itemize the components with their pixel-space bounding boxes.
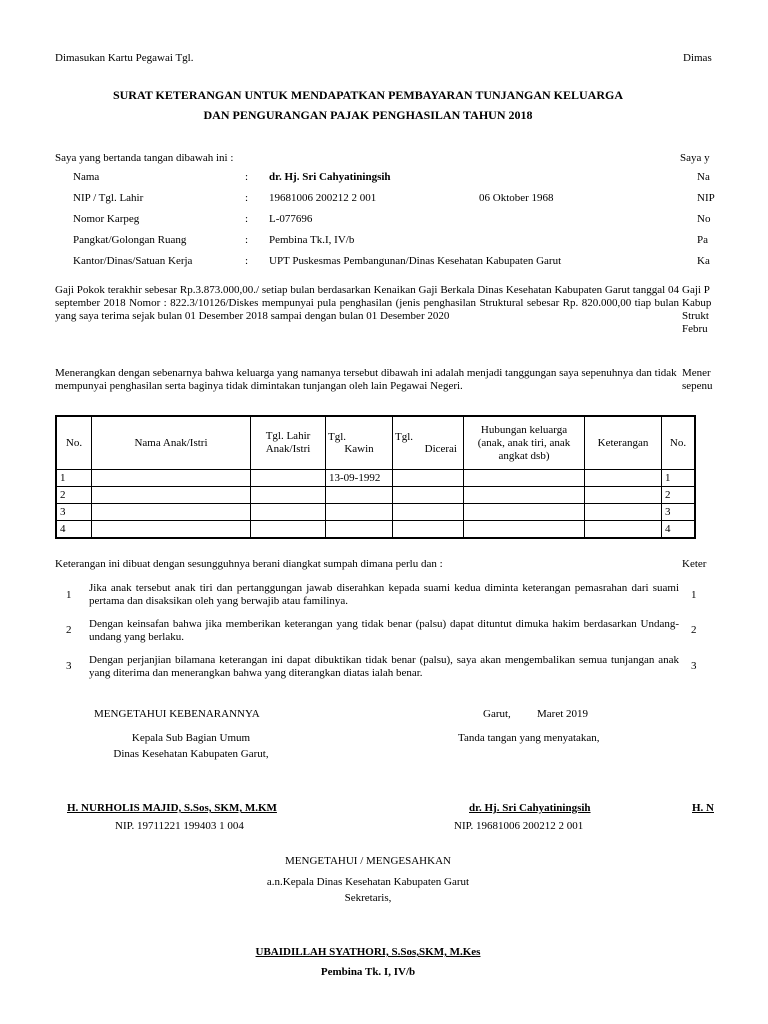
field-label: Nomor Karpeg <box>73 213 140 225</box>
oath-text: Dengan perjanjian bilamana keterangan ini dapat dibuktikan tidak benar (palsu), saya akan mengembalikan semua tunjangan anak yang diterima dan menerangkan bahwa yang diterangkan diatas ialah benar. <box>89 654 679 679</box>
cell-note <box>585 487 662 504</box>
field-value-office: UPT Puskesmas Pembangunan/Dinas Kesehatan Kabupaten Garut <box>269 255 562 267</box>
cell-note <box>585 470 662 487</box>
cell-name <box>92 487 251 504</box>
family-table <box>55 415 696 539</box>
cell-name <box>92 470 251 487</box>
salary-right-2: Kabup <box>682 297 712 309</box>
cell-no: 2 <box>56 487 92 504</box>
approve-rank: Pembina Tk. I, IV/b <box>320 966 416 978</box>
cell-birth <box>251 487 326 504</box>
cell-note <box>585 504 662 521</box>
cell-birth <box>251 504 326 521</box>
th-divorced-top: Tgl. <box>395 431 414 443</box>
oath-num-right: 1 <box>691 589 697 601</box>
far-right-name: H. N <box>692 802 714 814</box>
left-role-1: Kepala Sub Bagian Umum <box>131 732 251 744</box>
th-married-bottom: Kawin <box>344 443 374 455</box>
th-name: Nama Anak/Istri <box>92 416 251 470</box>
oath-num: 1 <box>66 589 72 601</box>
field-value-nip: 19681006 200212 2 001 <box>269 192 377 204</box>
field-label: Kantor/Dinas/Satuan Kerja <box>73 255 193 267</box>
th-divorced-bottom: Dicerai <box>424 443 457 455</box>
header-right: Dimas <box>683 52 712 64</box>
field-label: NIP / Tgl. Lahir <box>73 192 144 204</box>
place: Garut, <box>483 708 511 720</box>
cell-no-right: 2 <box>662 487 696 504</box>
cell-birth <box>251 470 326 487</box>
field-colon: : <box>245 171 249 183</box>
field-label: Nama <box>73 171 100 183</box>
cell-married <box>326 504 393 521</box>
oath-right-label: Keter <box>682 558 707 570</box>
oath-num-right: 2 <box>691 624 697 636</box>
right-role: Tanda tangan yang menyatakan, <box>458 732 600 744</box>
approve-name: UBAIDILLAH SYATHORI, S.Sos,SKM, M.Kes <box>255 946 481 958</box>
salary-paragraph: Gaji Pokok terakhir sebesar Rp.3.873.000,00./ setiap bulan berdasarkan Kenaikan Gaji Berkala Dinas Kesehatan Kabupaten Garut tanggal 04 september 2018 Nomor : 822.3/10126/Diskes mempunyai pula penghasilan (jenis penghasilan Struktural sebesar Rp. 820.000,00 tiap bulan yang saya terima sejak bulan 01 Desember 2018 sampai dengan bulan 01 Desember 2020 <box>55 284 679 322</box>
title-line-1: SURAT KETERANGAN UNTUK MENDAPATKAN PEMBAYARAN TUNJANGAN KELUARGA <box>112 88 624 102</box>
declare-right-2: sepenu <box>682 380 713 392</box>
cell-name <box>92 521 251 539</box>
field-right: No <box>697 213 711 225</box>
field-value-karpeg: L-077696 <box>269 213 313 225</box>
cell-divorced <box>393 521 464 539</box>
th-married-top: Tgl. <box>328 431 347 443</box>
oath-num: 3 <box>66 660 72 672</box>
table-header-row <box>56 416 695 470</box>
cell-divorced <box>393 504 464 521</box>
declare-paragraph: Menerangkan dengan sebenarnya bahwa keluarga yang namanya tersebut dibawah ini adalah menjadi tanggungan saya sepenuhnya dan tidak mempunyai penghasilan serta baginya tidak dimintakan tunjangan oleh lain Pegawai Negeri. <box>55 367 677 392</box>
cell-relation <box>464 487 585 504</box>
date: Maret 2019 <box>537 708 589 720</box>
approve-role-2: Sekretaris, <box>344 892 392 904</box>
field-value-name: dr. Hj. Sri Cahyatiningsih <box>269 171 391 183</box>
table-row <box>56 521 695 539</box>
cell-relation <box>464 504 585 521</box>
left-role-2: Dinas Kesehatan Kabupaten Garut, <box>113 748 269 760</box>
field-colon: : <box>245 255 249 267</box>
cell-relation <box>464 470 585 487</box>
left-signer-nip: NIP. 19711221 199403 1 004 <box>115 820 244 832</box>
oath-text: Jika anak tersebut anak tiri dan pertanggungan jawab diserahkan kepada suami kedua diminta keterangan pemasrahan dari suami pertama dan disaksikan oleh yang berwajib atau familinya. <box>89 582 679 607</box>
field-value-rank: Pembina Tk.I, IV/b <box>269 234 355 246</box>
intro-text: Saya yang bertanda tangan dibawah ini : <box>55 152 234 164</box>
oath-text: Dengan keinsafan bahwa jika memberikan keterangan yang tidak benar (palsu) dapat dituntut dimuka hakim berdasarkan Undang-undang yang berlaku. <box>89 618 679 643</box>
field-right: Ka <box>697 255 710 267</box>
cell-married: 13-09-1992 <box>326 470 393 487</box>
oath-num-right: 3 <box>691 660 697 672</box>
table-row <box>56 487 695 504</box>
cell-name <box>92 504 251 521</box>
right-signer-nip: NIP. 19681006 200212 2 001 <box>454 820 584 832</box>
field-colon: : <box>245 234 249 246</box>
th-no: No. <box>56 416 92 470</box>
intro-right: Saya y <box>680 152 710 164</box>
th-relation: Hubungan keluarga (anak, anak tiri, anak angkat dsb) <box>464 416 585 470</box>
cell-married <box>326 521 393 539</box>
declare-right-1: Mener <box>682 367 711 379</box>
right-signer-name: dr. Hj. Sri Cahyatiningsih <box>469 802 591 814</box>
field-colon: : <box>245 192 249 204</box>
cell-birth <box>251 521 326 539</box>
field-right: Pa <box>697 234 708 246</box>
title-line-2: DAN PENGURANGAN PAJAK PENGHASILAN TAHUN 2018 <box>203 108 533 122</box>
cell-relation <box>464 521 585 539</box>
th-no-right: No. <box>662 416 696 470</box>
cell-divorced <box>393 487 464 504</box>
field-colon: : <box>245 213 249 225</box>
oath-num: 2 <box>66 624 72 636</box>
field-label: Pangkat/Golongan Ruang <box>73 234 187 246</box>
cell-no-right: 1 <box>662 470 696 487</box>
cell-married <box>326 487 393 504</box>
header-left: Dimasukan Kartu Pegawai Tgl. <box>55 52 194 64</box>
field-right: Na <box>697 171 710 183</box>
salary-right-3: Strukt <box>682 310 709 322</box>
known-title: MENGETAHUI KEBENARANNYA <box>94 708 260 720</box>
th-note: Keterangan <box>585 416 662 470</box>
approve-role-1: a.n.Kepala Dinas Kesehatan Kabupaten Garut <box>266 876 470 888</box>
field-value-birthdate: 06 Oktober 1968 <box>479 192 554 204</box>
cell-no: 1 <box>56 470 92 487</box>
approve-title: MENGETAHUI / MENGESAHKAN <box>285 855 451 867</box>
field-right: NIP <box>697 192 715 204</box>
th-birth: Tgl. Lahir Anak/Istri <box>251 416 326 470</box>
th-married <box>326 416 393 470</box>
table-row <box>56 504 695 521</box>
cell-divorced <box>393 470 464 487</box>
salary-right-4: Febru <box>682 323 708 335</box>
table-row <box>56 470 695 487</box>
left-signer-name: H. NURHOLIS MAJID, S.Sos, SKM, M.KM <box>67 802 277 814</box>
th-divorced <box>393 416 464 470</box>
cell-note <box>585 521 662 539</box>
cell-no: 3 <box>56 504 92 521</box>
cell-no-right: 3 <box>662 504 696 521</box>
oath-intro: Keterangan ini dibuat dengan sesungguhnya berani diangkat sumpah dimana perlu dan : <box>55 558 443 570</box>
cell-no-right: 4 <box>662 521 696 539</box>
cell-no: 4 <box>56 521 92 539</box>
salary-right-1: Gaji P <box>682 284 710 296</box>
